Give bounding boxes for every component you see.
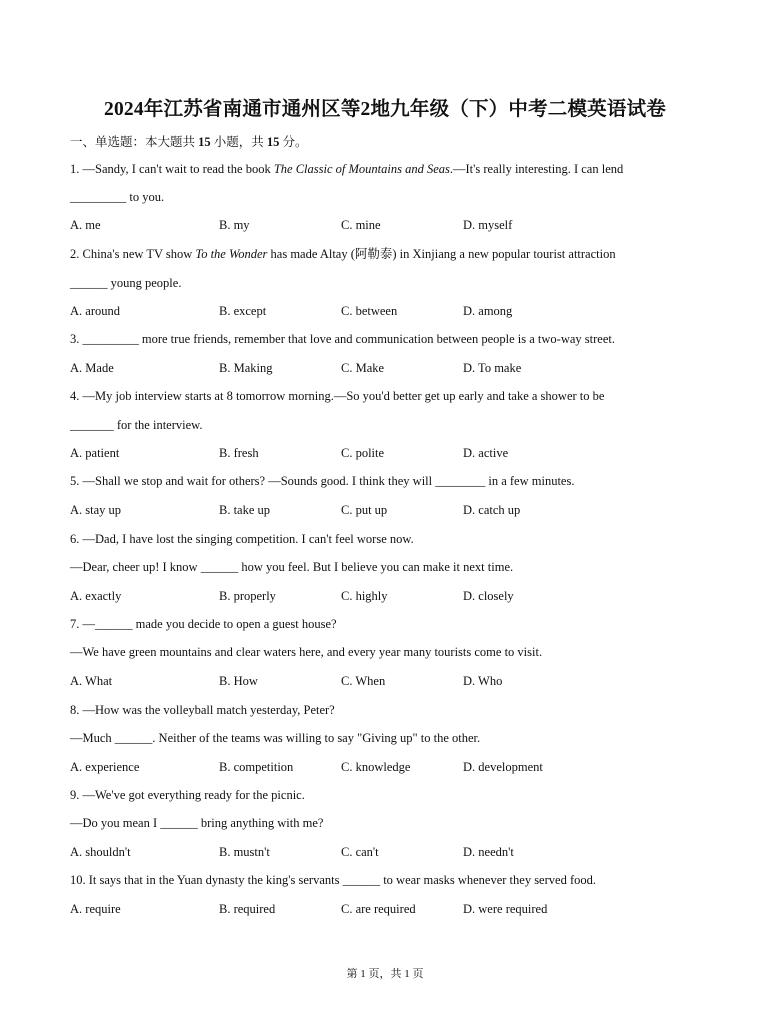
option-b: B. my [219, 218, 250, 232]
option-c: C. put up [341, 503, 388, 517]
page-title: 2024年江苏省南通市通州区等2地九年级（下）中考二模英语试卷 [104, 99, 666, 120]
option-a: A. me [70, 218, 101, 232]
question-1-line-1 [70, 161, 623, 177]
section-score: 15 [266, 135, 280, 149]
option-a: A. experience [70, 760, 140, 774]
option-a: A. exactly [70, 589, 122, 603]
question-7-line-1: 7. —______ made you decide to open a guest house? [70, 617, 337, 631]
question-5-options [70, 502, 710, 518]
question-9-line-1: 9. —We've got everything ready for the picnic. [70, 788, 305, 802]
option-a: A. What [70, 674, 113, 688]
option-b: B. Making [219, 361, 273, 375]
option-a: A. require [70, 902, 121, 916]
question-4-line-1: 4. —My job interview starts at 8 tomorrow morning.—So you'd better get up early and take a shower to be [70, 389, 605, 403]
option-c: C. polite [341, 446, 385, 460]
option-b: B. fresh [219, 446, 259, 460]
total-page-number: 1 [404, 968, 410, 980]
question-9-options [70, 844, 710, 860]
option-d: D. development [463, 760, 543, 774]
option-b: B. How [219, 674, 258, 688]
option-c: C. can't [341, 845, 379, 859]
question-2-line-2: ______ young people. [70, 276, 182, 290]
question-9-line-2: —Do you mean I ______ bring anything with me? [70, 816, 324, 830]
section-middle: 小题，共 [210, 135, 267, 149]
question-10-line-1: 10. It says that in the Yuan dynasty the king's servants ______ to wear masks whenever they served food. [70, 873, 596, 887]
option-b: B. take up [219, 503, 271, 517]
option-c: C. between [341, 304, 398, 318]
question-text: 1. —Sandy, I can't wait to read the book [70, 162, 274, 176]
option-d: D. among [463, 304, 513, 318]
question-4-line-2: _______ for the interview. [70, 418, 203, 432]
option-a: A. stay up [70, 503, 122, 517]
option-d: D. Who [463, 674, 503, 688]
question-8-line-1: 8. —How was the volleyball match yesterday, Peter? [70, 703, 335, 717]
option-c: C. When [341, 674, 386, 688]
question-7-options [70, 673, 710, 689]
option-d: D. needn't [463, 845, 514, 859]
option-a: A. around [70, 304, 120, 318]
question-7-line-2: —We have green mountains and clear waters here, and every year many tourists come to visit. [70, 645, 543, 659]
option-b: B. except [219, 304, 267, 318]
option-d: D. myself [463, 218, 513, 232]
option-a: A. shouldn't [70, 845, 131, 859]
option-b: B. required [219, 902, 276, 916]
question-text: 2. China's new TV show [70, 247, 196, 261]
option-c: C. knowledge [341, 760, 411, 774]
question-3-options [70, 360, 710, 376]
question-6-options [70, 588, 710, 604]
section-heading [70, 132, 308, 150]
option-c: C. highly [341, 589, 388, 603]
question-text: .—It's really interesting. I can lend [449, 162, 624, 176]
option-a: A. patient [70, 446, 120, 460]
question-2-line-1 [70, 246, 616, 262]
option-d: D. catch up [463, 503, 521, 517]
section-prefix: 一、单选题：本大题共 [70, 135, 199, 149]
section-suffix: 分。 [279, 135, 308, 149]
option-d: D. closely [463, 589, 514, 603]
footer-text: 页 [409, 968, 424, 980]
option-d: D. were required [463, 902, 548, 916]
question-10-options [70, 901, 710, 917]
option-d: D. active [463, 446, 509, 460]
question-1-line-2: _________ to you. [70, 190, 165, 204]
question-count: 15 [198, 135, 211, 149]
question-8-options [70, 759, 710, 775]
question-6-line-2: —Dear, cheer up! I know ______ how you feel. But I believe you can make it next time. [70, 560, 514, 574]
question-2-options [70, 303, 710, 319]
question-3-line-1: 3. _________ more true friends, remember that love and communication between people is a two-way street. [70, 332, 615, 346]
option-b: B. competition [219, 760, 294, 774]
option-b: B. mustn't [219, 845, 270, 859]
footer-text: 第 [346, 968, 361, 980]
question-6-line-1: 6. —Dad, I have lost the singing competition. I can't feel worse now. [70, 532, 414, 546]
question-text: has made Altay (阿勒泰) in Xinjiang a new popular tourist attraction [267, 247, 616, 261]
option-c: C. Make [341, 361, 385, 375]
option-c: C. are required [341, 902, 416, 916]
option-a: A. Made [70, 361, 114, 375]
question-4-options [70, 445, 710, 461]
option-c: C. mine [341, 218, 381, 232]
option-b: B. properly [219, 589, 276, 603]
show-title: To the Wonder [195, 247, 268, 261]
page-footer [0, 965, 770, 981]
question-8-line-2: —Much ______. Neither of the teams was willing to say "Giving up" to the other. [70, 731, 481, 745]
option-d: D. To make [463, 361, 522, 375]
current-page-number: 1 [360, 968, 366, 980]
question-1-options [70, 217, 710, 233]
footer-text: 页，共 [365, 968, 405, 980]
question-5-line-1: 5. —Shall we stop and wait for others? —Sounds good. I think they will ________ in a few minutes. [70, 474, 575, 488]
book-title: The Classic of Mountains and Seas [273, 162, 450, 176]
